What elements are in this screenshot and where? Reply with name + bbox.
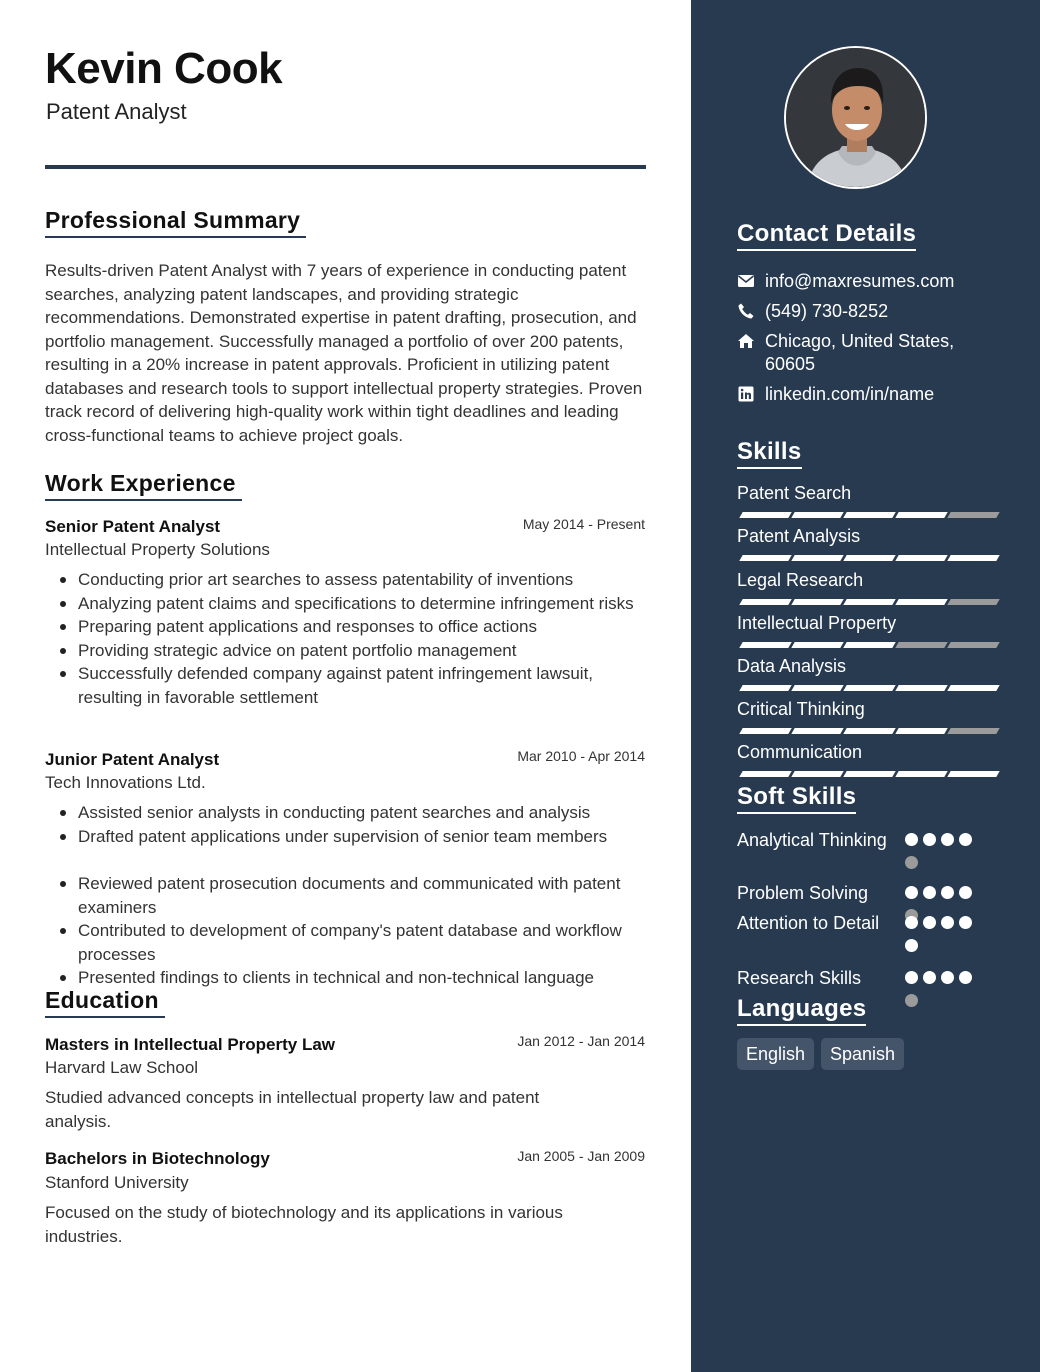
linkedin-icon (737, 385, 755, 403)
skill-bar-segment (947, 512, 999, 518)
skill-bar (738, 512, 994, 518)
contact-linkedin[interactable] (737, 383, 1007, 406)
school-name: Stanford University (45, 1173, 189, 1192)
skill-bar-segment (895, 642, 947, 648)
phone-text: (549) 730-8252 (765, 301, 889, 321)
avatar-illustration (786, 48, 927, 189)
job-bullet: Successfully defended company against patent infringement lawsuit, resulting in favorable settlement (45, 662, 655, 709)
contact-address (737, 330, 1007, 376)
contact-email[interactable] (737, 270, 1007, 293)
skill-name: Data Analysis (737, 656, 847, 676)
soft-skill-name: Analytical Thinking (737, 830, 887, 850)
skill-bar (738, 555, 994, 561)
skill-name: Legal Research (737, 570, 864, 590)
rating-dot (905, 939, 918, 952)
contact-heading: Contact Details (737, 220, 916, 251)
skill-bar-segment (947, 728, 999, 734)
skill-bar-segment (947, 642, 999, 648)
skill-bar-segment (843, 728, 895, 734)
summary-text: Results-driven Patent Analyst with 7 years of experience in conducting patent searches, analyzing patent landscapes, and providing strategic recommendations. Demonstrated expertise in patent drafting, prosecution, and portfolio management. Successfully managed a portfolio of over 200 patents, resulting in a 20% increase in patent approvals. Proficient in utilizing patent databases and research tools to support intellectual property strategies. Proven track record of delivering high-quality work within tight deadlines and leading cross-functional teams to achieve project goals. (45, 261, 643, 445)
candidate-title: Patent Analyst (46, 99, 187, 124)
skill-bar-segment (843, 599, 895, 605)
skill-bar-segment (739, 512, 791, 518)
rating-dot (959, 833, 972, 846)
education-description: Studied advanced concepts in intellectual property law and patent analysis. (45, 1088, 540, 1131)
rating-dot (923, 916, 936, 929)
skill-bar-segment (947, 771, 999, 777)
rating-dot (905, 856, 918, 869)
skill-bar-segment (895, 512, 947, 518)
skill-bar-segment (739, 685, 791, 691)
soft-skill-name: Research Skills (737, 968, 862, 988)
skill-bar-segment (843, 512, 895, 518)
skill-bar-segment (843, 685, 895, 691)
soft-skills-heading: Soft Skills (737, 783, 856, 814)
language-chip: Spanish (821, 1038, 904, 1070)
skill-bar-segment (791, 599, 843, 605)
skill-bar-segment (895, 771, 947, 777)
rating-dot (959, 916, 972, 929)
skill-bar-segment (895, 728, 947, 734)
candidate-name: Kevin Cook (45, 44, 283, 93)
job-bullet: Conducting prior art searches to assess patentability of inventions (45, 568, 655, 592)
job-bullet: Preparing patent applications and responses to office actions (45, 615, 655, 639)
job-date: Mar 2010 - Apr 2014 (517, 748, 645, 764)
rating-dot (941, 833, 954, 846)
experience-heading: Work Experience (45, 470, 242, 501)
skill-bar (738, 599, 994, 605)
skill-bar-segment (947, 555, 999, 561)
profile-photo (784, 46, 927, 189)
soft-skill-name: Attention to Detail (737, 913, 880, 933)
job-bullet: Presented findings to clients in technical and non-technical language (45, 966, 655, 990)
skill-bar-segment (843, 771, 895, 777)
rating-dot (923, 971, 936, 984)
skill-bar-segment (739, 642, 791, 648)
job-company: Tech Innovations Ltd. (45, 773, 206, 792)
skill-bar-segment (947, 685, 999, 691)
rating-dot (941, 916, 954, 929)
skill-name: Patent Analysis (737, 526, 861, 546)
education-description: Focused on the study of biotechnology and its applications in various industries. (45, 1203, 563, 1246)
education-heading: Education (45, 987, 165, 1018)
degree-title: Masters in Intellectual Property Law (45, 1035, 336, 1054)
skill-bar-segment (791, 685, 843, 691)
skill-bar-segment (895, 555, 947, 561)
skills-heading: Skills (737, 438, 802, 469)
email-text: info@maxresumes.com (765, 271, 955, 291)
phone-icon (737, 302, 755, 320)
rating-dot (905, 833, 918, 846)
skill-bar (738, 685, 994, 691)
job-bullet: Providing strategic advice on patent portfolio management (45, 639, 655, 663)
language-chip: English (737, 1038, 814, 1070)
skill-bar-segment (739, 728, 791, 734)
job-bullet: Contributed to development of company's patent database and workflow processes (45, 919, 655, 966)
job-bullets (45, 568, 655, 709)
header-divider (45, 165, 646, 169)
rating-dot (905, 971, 918, 984)
rating-dot (941, 971, 954, 984)
contact-phone[interactable] (737, 300, 1007, 323)
education-date: Jan 2012 - Jan 2014 (517, 1033, 645, 1049)
linkedin-text: linkedin.com/in/name (765, 384, 935, 404)
skill-bar-segment (791, 642, 843, 648)
skill-bar-segment (791, 512, 843, 518)
home-icon (737, 332, 755, 350)
rating-dot (923, 833, 936, 846)
rating-dot (923, 886, 936, 899)
skill-bar-segment (895, 599, 947, 605)
skill-bar-segment (843, 555, 895, 561)
summary-heading: Professional Summary (45, 207, 306, 238)
skill-name: Communication (737, 742, 863, 762)
job-bullet: Analyzing patent claims and specifications to determine infringement risks (45, 592, 655, 616)
job-company: Intellectual Property Solutions (45, 540, 270, 559)
job-bullet: Reviewed patent prosecution documents and communicated with patent examiners (45, 872, 655, 919)
job-bullet: Drafted patent applications under supervision of senior team members (45, 825, 655, 849)
rating-dot (959, 971, 972, 984)
skill-bar (738, 728, 994, 734)
rating-dot (905, 994, 918, 1007)
job-title: Senior Patent Analyst (45, 517, 221, 536)
skill-bar-segment (895, 685, 947, 691)
rating-dot (959, 886, 972, 899)
job-title: Junior Patent Analyst (45, 750, 220, 769)
skill-bar-segment (739, 771, 791, 777)
soft-skill-name: Problem Solving (737, 883, 869, 903)
skill-bar-segment (739, 599, 791, 605)
skill-bar (738, 642, 994, 648)
languages-heading: Languages (737, 995, 866, 1026)
skill-bar-segment (947, 599, 999, 605)
skill-bar-segment (791, 728, 843, 734)
address-text: Chicago, United States, 60605 (765, 331, 955, 374)
degree-title: Bachelors in Biotechnology (45, 1149, 270, 1168)
skill-bar-segment (843, 642, 895, 648)
skill-name: Critical Thinking (737, 699, 865, 719)
rating-dot (905, 916, 918, 929)
job-date: May 2014 - Present (522, 516, 645, 532)
rating-dot (941, 886, 954, 899)
skill-bar-segment (791, 771, 843, 777)
education-date: Jan 2005 - Jan 2009 (517, 1148, 645, 1164)
skill-name: Intellectual Property (737, 613, 897, 633)
job-bullets (45, 801, 655, 990)
rating-dot (905, 886, 918, 899)
skill-bar (738, 771, 994, 777)
skill-bar-segment (739, 555, 791, 561)
school-name: Harvard Law School (45, 1058, 199, 1077)
job-bullet: Assisted senior analysts in conducting patent searches and analysis (45, 801, 655, 825)
skill-bar-segment (791, 555, 843, 561)
envelope-icon (737, 272, 755, 290)
skill-name: Patent Search (737, 483, 852, 503)
